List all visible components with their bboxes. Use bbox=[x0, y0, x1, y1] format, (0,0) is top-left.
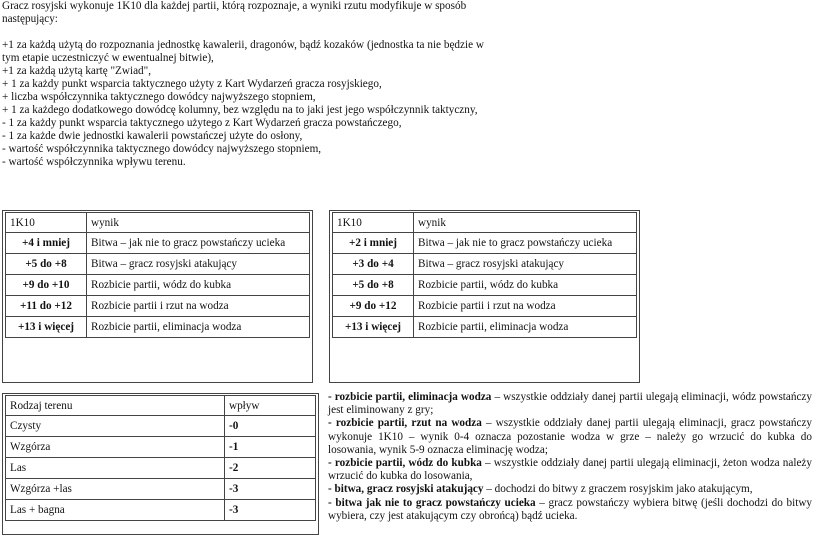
result-cell: Rozbicie partii, eliminacja wodza bbox=[414, 317, 637, 338]
intro-lead: Gracz rosyjski wykonuje 1K10 dla każdej partii, którą rozpoznaje, a wyniki rzutu modyfikuje w sposób następujący: bbox=[2, 0, 467, 25]
description-term: - rozbicie partii, rzut na wodza bbox=[328, 417, 482, 430]
result-table-1-panel bbox=[2, 210, 313, 383]
header-cell: 1K10 bbox=[6, 213, 87, 233]
table-row bbox=[333, 254, 637, 275]
modifier-cell: -3 bbox=[225, 479, 316, 500]
description-item bbox=[328, 391, 812, 417]
result-cell: Bitwa – jak nie to gracz powstańczy ucieka bbox=[414, 233, 637, 254]
description-text: – gracz powstańczy wybiera bitwę (jeśli dochodzi do bitwy wybiera, czy jest atakującym czy obrońcą) bądź ucieka. bbox=[328, 496, 813, 522]
table-row bbox=[6, 416, 316, 437]
result-table-1 bbox=[5, 212, 310, 338]
modifier-item: + 1 za każdego dodatkowego dowódcę kolumny, bez względu na to jaki jest jego współczynnik taktyczny, bbox=[2, 104, 478, 116]
table-header-row bbox=[6, 396, 316, 416]
modifier-item: + liczba współczynnika taktycznego dowódcy najwyższego stopniem, bbox=[2, 91, 316, 103]
description-item bbox=[328, 497, 812, 523]
roll-cell: +5 do +8 bbox=[6, 254, 87, 275]
result-cell: Rozbicie partii i rzut na wodza bbox=[87, 296, 310, 317]
modifier-cell: -0 bbox=[225, 416, 316, 437]
table-header-row bbox=[333, 213, 637, 233]
roll-cell: +9 do +10 bbox=[6, 275, 87, 296]
table-row bbox=[6, 317, 310, 338]
roll-cell: +13 i więcej bbox=[333, 317, 414, 338]
table-row bbox=[6, 233, 310, 254]
header-cell: wynik bbox=[87, 213, 310, 233]
description-item bbox=[328, 417, 812, 457]
roll-cell: +3 do +4 bbox=[333, 254, 414, 275]
terrain-table-panel bbox=[2, 393, 319, 535]
roll-cell: +9 do +12 bbox=[333, 296, 414, 317]
terrain-cell: Wzgórza bbox=[6, 437, 225, 458]
result-table-2-panel bbox=[329, 210, 640, 383]
description-text: – wszystkie oddziały danej partii ulegają eliminacji, wódz powstańczy jest eliminowany z gry; bbox=[328, 391, 812, 417]
table-row bbox=[6, 437, 316, 458]
terrain-cell: Czysty bbox=[6, 416, 225, 437]
modifier-cell: -1 bbox=[225, 437, 316, 458]
table-row bbox=[333, 296, 637, 317]
description-text: – wszystkie oddziały danej partii ulegają eliminacji, żeton wodza należy wrzucić do kubka do losowania, bbox=[328, 457, 812, 483]
result-table-2 bbox=[332, 212, 637, 338]
description-text: – wszystkie oddziały danej partii ulegają eliminacji, gracz powstańczy wykonuje 1K10 – wynik 0-4 oznacza pozostanie wodza w grze – należy go wrzucić do kubka do losowania, wynik 5-9 oznacza eliminację wodza; bbox=[328, 417, 812, 456]
result-cell: Rozbicie partii, wódz do kubka bbox=[414, 275, 637, 296]
table-row bbox=[6, 254, 310, 275]
table-row bbox=[6, 500, 316, 521]
table-row bbox=[6, 458, 316, 479]
description-term: - rozbicie partii, wódz do kubka bbox=[328, 457, 482, 470]
terrain-cell: Wzgórza +las bbox=[6, 479, 225, 500]
table-row bbox=[6, 275, 310, 296]
modifier-item: - 1 za każde dwie jednostki kawalerii powstańczej użyte do osłony, bbox=[2, 130, 303, 142]
intro-text bbox=[2, 0, 484, 169]
modifier-item: - wartość współczynnika wpływu terenu. bbox=[2, 156, 186, 168]
table-row bbox=[6, 479, 316, 500]
header-cell: wpływ bbox=[225, 396, 316, 416]
description-term: - bitwa, gracz rosyjski atakujący bbox=[328, 483, 484, 496]
modifier-item: +1 za każdą użytą kartę "Zwiad", bbox=[2, 65, 151, 77]
terrain-cell: Las + bagna bbox=[6, 500, 225, 521]
description-text: – dochodzi do bitwy z graczem rosyjskim jako atakującym, bbox=[483, 483, 753, 496]
modifier-cell: -3 bbox=[225, 500, 316, 521]
table-row bbox=[6, 296, 310, 317]
modifier-item: - 1 za każdy punkt wsparcia taktycznego użytego z Kart Wydarzeń gracza powstańczego, bbox=[2, 117, 402, 129]
table-row bbox=[333, 275, 637, 296]
header-cell: 1K10 bbox=[333, 213, 414, 233]
result-cell: Rozbicie partii, wódz do kubka bbox=[87, 275, 310, 296]
roll-cell: +4 i mniej bbox=[6, 233, 87, 254]
table-header-row bbox=[6, 213, 310, 233]
result-cell: Rozbicie partii i rzut na wodza bbox=[414, 296, 637, 317]
header-cell: wynik bbox=[414, 213, 637, 233]
terrain-cell: Las bbox=[6, 458, 225, 479]
terrain-table bbox=[5, 395, 316, 521]
description-term: - bitwa jak nie to gracz powstańczy ucieka bbox=[328, 496, 536, 509]
description-item bbox=[328, 457, 812, 483]
result-cell: Rozbicie partii, eliminacja wodza bbox=[87, 317, 310, 338]
modifier-item: + 1 za każdy punkt wsparcia taktycznego użyty z Kart Wydarzeń gracza rosyjskiego, bbox=[2, 78, 382, 90]
roll-cell: +11 do +12 bbox=[6, 296, 87, 317]
result-cell: Bitwa – gracz rosyjski atakujący bbox=[414, 254, 637, 275]
modifier-item: +1 za każdą użytą do rozpoznania jednostkę kawalerii, dragonów, bądź kozaków (jednostka ta nie będzie w tym etapie uczestniczyć w ewentualnej bitwie), bbox=[2, 39, 484, 64]
roll-cell: +13 i więcej bbox=[6, 317, 87, 338]
result-cell: Bitwa – jak nie to gracz powstańczy ucieka bbox=[87, 233, 310, 254]
roll-cell: +2 i mniej bbox=[333, 233, 414, 254]
table-row bbox=[333, 233, 637, 254]
header-cell: Rodzaj terenu bbox=[6, 396, 225, 416]
description-term: - rozbicie partii, eliminacja wodza bbox=[328, 391, 492, 403]
result-cell: Bitwa – gracz rosyjski atakujący bbox=[87, 254, 310, 275]
modifier-item: - wartość współczynnika taktycznego dowódcy najwyższego stopniem, bbox=[2, 143, 322, 155]
results-description bbox=[328, 391, 812, 523]
table-row bbox=[333, 317, 637, 338]
modifier-cell: -2 bbox=[225, 458, 316, 479]
description-item bbox=[328, 483, 812, 496]
roll-cell: +5 do +8 bbox=[333, 275, 414, 296]
